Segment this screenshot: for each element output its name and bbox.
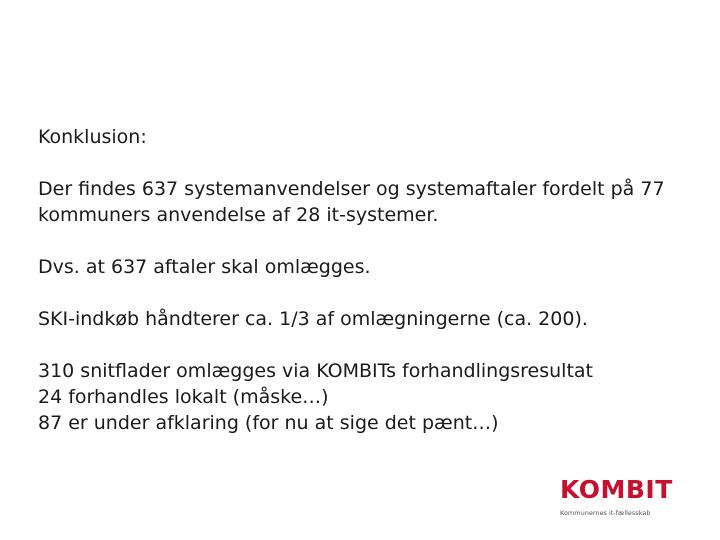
heading-text: Konklusion: bbox=[38, 126, 147, 148]
paragraph-line: 87 er under afklaring (for nu at sige det pænt…) bbox=[38, 412, 499, 434]
paragraph-line: Dvs. at 637 aftaler skal omlægges. bbox=[38, 256, 371, 278]
paragraph-4 bbox=[38, 358, 688, 436]
paragraph-line: 310 snitflader omlægges via KOMBITs forhandlingsresultat bbox=[38, 360, 593, 382]
paragraph-line: 24 forhandles lokalt (måske…) bbox=[38, 386, 329, 408]
paragraph-3 bbox=[38, 306, 688, 332]
kombit-logo bbox=[560, 476, 685, 522]
logo-wordmark: KOMBIT bbox=[560, 475, 673, 504]
heading bbox=[38, 124, 688, 150]
paragraph-1 bbox=[38, 176, 688, 228]
paragraph-line: Der findes 637 systemanvendelser og systemaftaler fordelt på 77 bbox=[38, 178, 665, 200]
paragraph-2 bbox=[38, 254, 688, 280]
slide-content bbox=[38, 124, 688, 462]
paragraph-line: SKI-indkøb håndterer ca. 1/3 af omlægningerne (ca. 200). bbox=[38, 308, 588, 330]
logo-tagline: Kommunernes it-fællesskab bbox=[560, 509, 651, 517]
paragraph-line: kommuners anvendelse af 28 it-systemer. bbox=[38, 204, 439, 226]
